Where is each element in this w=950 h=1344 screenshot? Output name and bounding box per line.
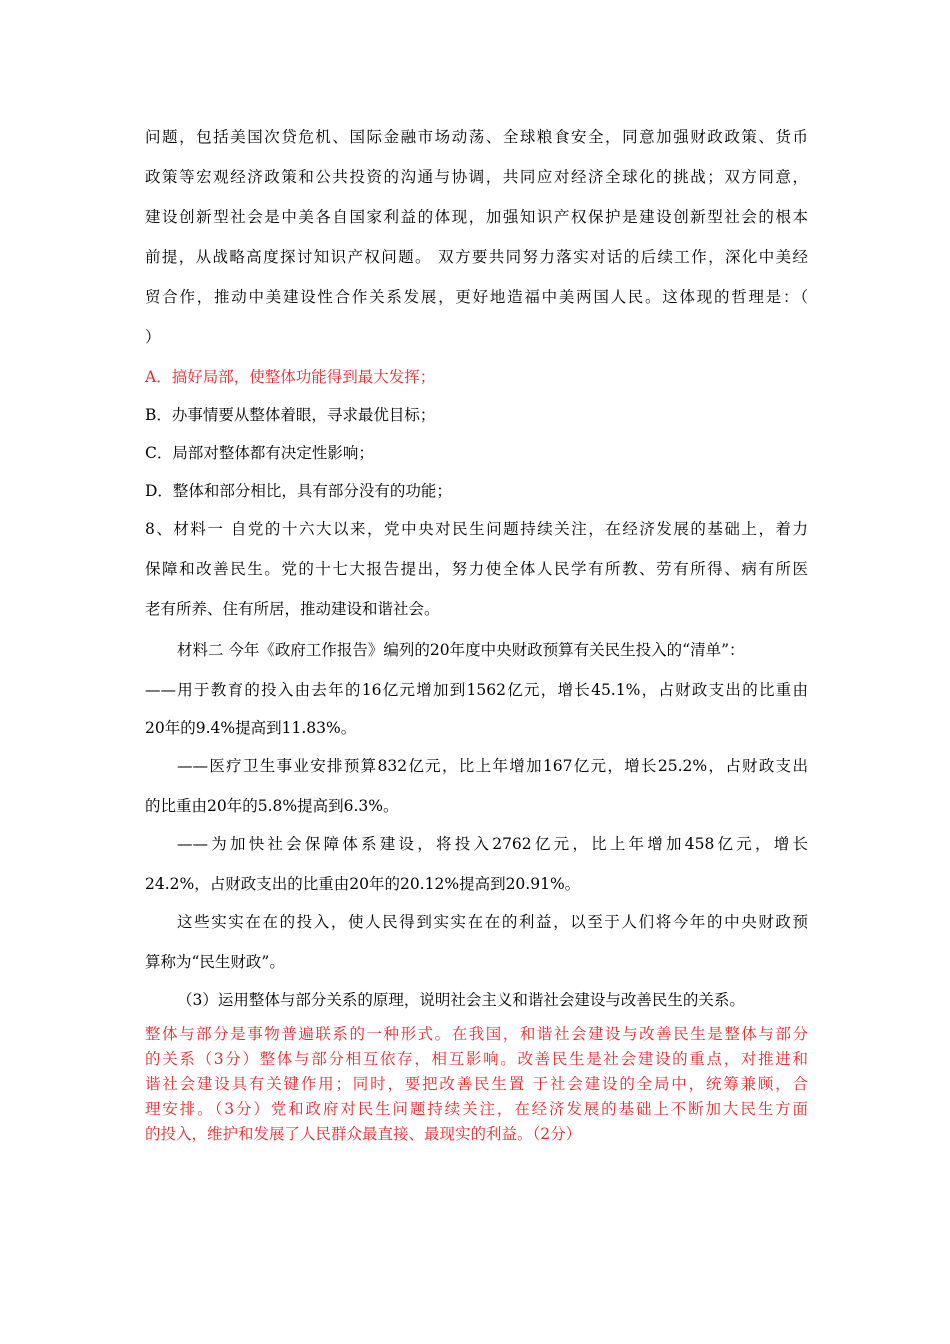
option-c: C．局部对整体都有决定性影响； bbox=[145, 444, 374, 462]
q7-stem-line: 贸合作，推动中美建设性合作关系发展，更好地造福中美两国人民。这体现的哲理是：（ bbox=[145, 288, 808, 306]
summary-line: 这些实实在在的投入，使人民得到实实在在的利益，以至于人们将今年的中央财政预 bbox=[177, 913, 808, 931]
q7-stem-line: ） bbox=[145, 328, 161, 346]
answer-line: 谐社会建设具有关键作用；同时，要把改善民生置 于社会建设的全局中，统筹兼顾，合 bbox=[145, 1075, 808, 1093]
answer-line: 整体与部分是事物普遍联系的一种形式。在我国，和谐社会建设与改善民生是整体与部分 bbox=[145, 1025, 808, 1043]
medical-line: 的比重由20年的5.8%提高到6.3%。 bbox=[145, 797, 399, 815]
option-b: B．办事情要从整体着眼，寻求最优目标； bbox=[145, 406, 436, 424]
q7-stem-line: 政策等宏观经济政策和公共投资的沟通与协调，共同应对经济全球化的挑战；双方同意， bbox=[145, 168, 808, 186]
option-a-correct: A．搞好局部，使整体功能得到最大发挥； bbox=[145, 368, 436, 386]
medical-line: ——医疗卫生事业安排预算832亿元，比上年增加167亿元，增长25.2%，占财政支出 bbox=[177, 757, 808, 775]
material1-line: 8、材料一 自党的十六大以来，党中央对民生问题持续关注，在经济发展的基础上，着力 bbox=[145, 520, 808, 538]
education-line: 20年的9.4%提高到11.83%。 bbox=[145, 719, 357, 737]
material1-line: 保障和改善民生。党的十七大报告提出，努力使全体人民学有所教、劳有所得、病有所医 bbox=[145, 560, 808, 578]
option-d: D．整体和部分相比，具有部分没有的功能； bbox=[145, 482, 452, 500]
answer-line: 的投入，维护和发展了人民群众最直接、最现实的利益。（2分） bbox=[145, 1125, 582, 1143]
q7-stem-line: 问题，包括美国次贷危机、国际金融市场动荡、全球粮食安全，同意加强财政政策、货币 bbox=[145, 128, 808, 146]
education-line: ——用于教育的投入由去年的16亿元增加到1562亿元，增长45.1%，占财政支出的比重由 bbox=[145, 681, 808, 699]
q7-stem-line: 建设创新型社会是中美各自国家利益的体现，加强知识产权保护是建设创新型社会的根本 bbox=[145, 208, 808, 226]
social-security-line: ——为加快社会保障体系建设，将投入2762亿元，比上年增加458亿元，增长 bbox=[177, 835, 808, 853]
answer-line: 理安排。（3分）党和政府对民生问题持续关注，在经济发展的基础上不断加大民生方面 bbox=[145, 1100, 808, 1118]
summary-line: 算称为“民生财政”。 bbox=[145, 953, 285, 971]
answer-line: 的关系（3分）整体与部分相互依存，相互影响。改善民生是社会建设的重点，对推进和 bbox=[145, 1050, 808, 1068]
social-security-line: 24.2%，占财政支出的比重由20年的20.12%提高到20.91%。 bbox=[145, 875, 581, 893]
material1-line: 老有所养、住有所居，推动建设和谐社会。 bbox=[145, 600, 440, 618]
material2-intro: 材料二 今年《政府工作报告》编列的20年度中央财政预算有关民生投入的“清单”： bbox=[177, 641, 745, 659]
q7-stem-line: 前提，从战略高度探讨知识产权问题。 双方要共同努力落实对话的后续工作，深化中美经 bbox=[145, 248, 808, 266]
sub-question-3: （3）运用整体与部分关系的原理，说明社会主义和谐社会建设与改善民生的关系。 bbox=[177, 991, 745, 1009]
